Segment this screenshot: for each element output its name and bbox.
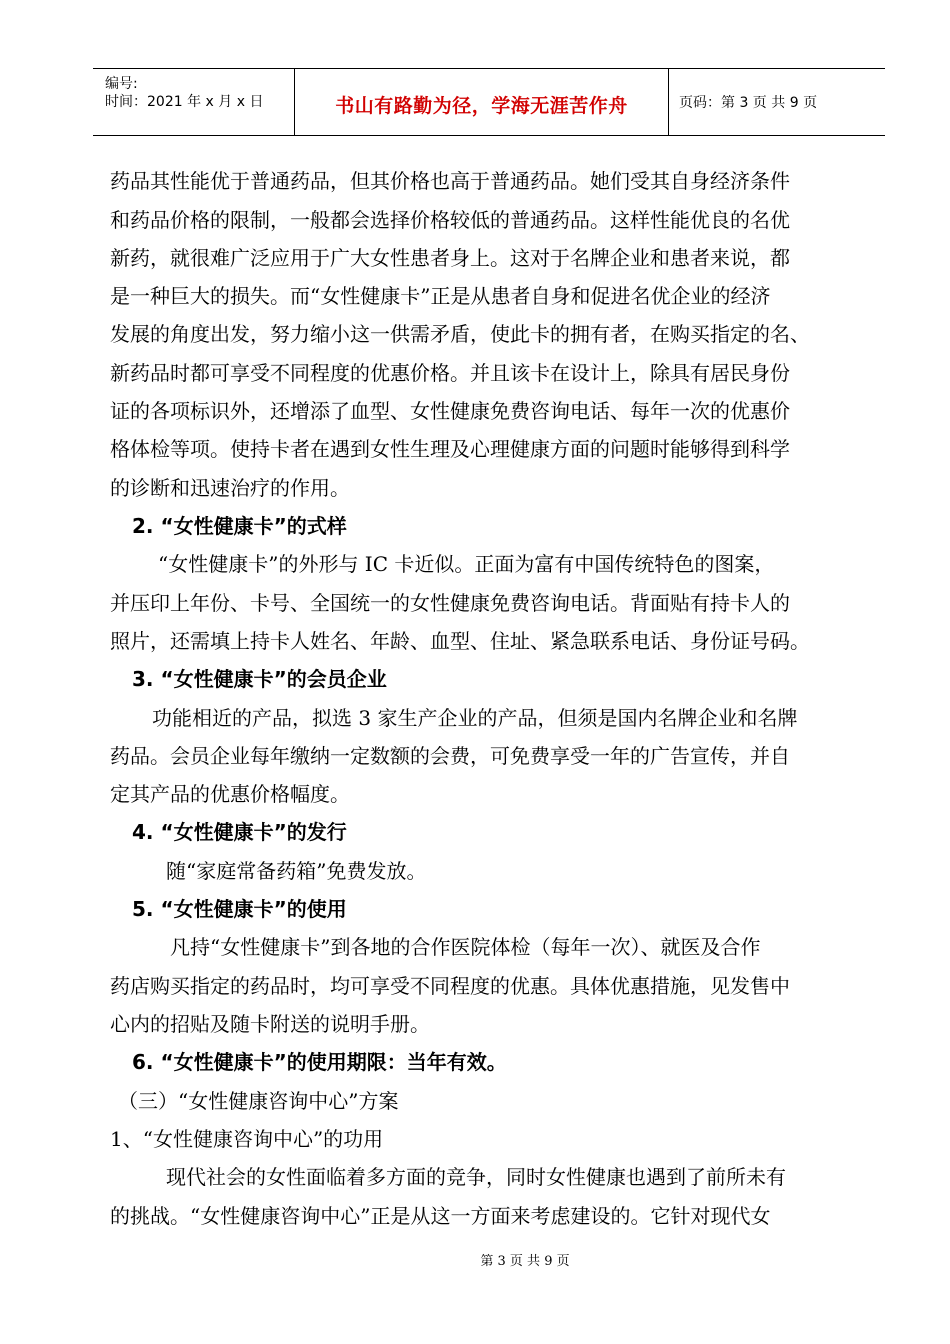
body-line: 现代社会的女性面临着多方面的竞争，同时女性健康也遇到了前所未有 <box>166 1165 786 1189</box>
body-line: 凡持“女性健康卡”到各地的合作医院体检（每年一次）、就医及合作 <box>170 935 761 959</box>
section-heading: 3. “女性健康卡”的会员企业 <box>132 667 387 691</box>
footer-page-number: 第 3 页 共 9 页 <box>480 1254 570 1269</box>
body-line: 药品其性能优于普通药品，但其价格也高于普通药品。她们受其自身经济条件 <box>110 169 790 193</box>
body-line: 是一种巨大的损失。而“女性健康卡”正是从患者自身和促进名优企业的经济 <box>110 284 771 308</box>
body-line: 新药品时都可享受不同程度的优惠价格。并且该卡在设计上，除具有居民身份 <box>110 361 790 385</box>
time-label: 时间：2021 年 x 月 x 日 <box>105 94 264 110</box>
serial-label: 编号: <box>105 76 138 92</box>
page-header <box>93 68 885 136</box>
header-page-code: 页码：第 3 页 共 9 页 <box>679 95 818 111</box>
body-line: 并压印上年份、卡号、全国统一的女性健康免费咨询电话。背面贴有持卡人的 <box>110 591 790 615</box>
body-line: 和药品价格的限制，一般都会选择价格较低的普通药品。这样性能优良的名优 <box>110 208 790 232</box>
body-line: 格体检等项。使持卡者在遇到女性生理及心理健康方面的问题时能够得到科学 <box>110 437 790 461</box>
body-line: 的诊断和迅速治疗的作用。 <box>110 476 350 500</box>
header-motto-cell <box>295 69 669 135</box>
body-line: 证的各项标识外，还增添了血型、女性健康免费咨询电话、每年一次的优惠价 <box>110 399 790 423</box>
body-line: “女性健康卡”的外形与 IC 卡近似。正面为富有中国传统特色的图案， <box>158 552 775 576</box>
body-line: 新药，就很难广泛应用于广大女性患者身上。这对于名牌企业和患者来说，都 <box>110 246 790 270</box>
body-line: 药品。会员企业每年缴纳一定数额的会费，可免费享受一年的广告宣传，并自 <box>110 744 790 768</box>
section-heading: 4. “女性健康卡”的发行 <box>132 820 347 844</box>
subsection-heading: （三）“女性健康咨询中心”方案 <box>118 1089 399 1113</box>
body-line: 照片，还需填上持卡人姓名、年龄、血型、住址、紧急联系电话、身份证号码。 <box>110 629 810 653</box>
section-heading: 2. “女性健康卡”的式样 <box>132 514 347 538</box>
subsection-heading: 1、“女性健康咨询中心”的功用 <box>110 1127 384 1151</box>
header-page-cell <box>669 69 885 135</box>
body-line: 的挑战。“女性健康咨询中心”正是从这一方面来考虑建设的。它针对现代女 <box>110 1204 771 1228</box>
body-line: 功能相近的产品，拟选 3 家生产企业的产品，但须是国内名牌企业和名牌 <box>152 706 798 730</box>
section-heading: 6. “女性健康卡”的使用期限：当年有效。 <box>132 1050 507 1074</box>
page-footer <box>0 1250 950 1269</box>
body-line: 药店购买指定的药品时，均可享受不同程度的优惠。具体优惠措施，见发售中 <box>110 974 790 998</box>
body-line: 定其产品的优惠价格幅度。 <box>110 782 350 806</box>
body-line: 随“家庭常备药箱”免费发放。 <box>166 859 427 883</box>
header-info-cell <box>93 69 295 135</box>
body-line: 发展的角度出发，努力缩小这一供需矛盾，使此卡的拥有者，在购买指定的名、 <box>110 322 810 346</box>
section-heading: 5. “女性健康卡”的使用 <box>132 897 347 921</box>
body-line: 心内的招贴及随卡附送的说明手册。 <box>110 1012 430 1036</box>
header-motto: 书山有路勤为径，学海无涯苦作舟 <box>335 95 628 117</box>
